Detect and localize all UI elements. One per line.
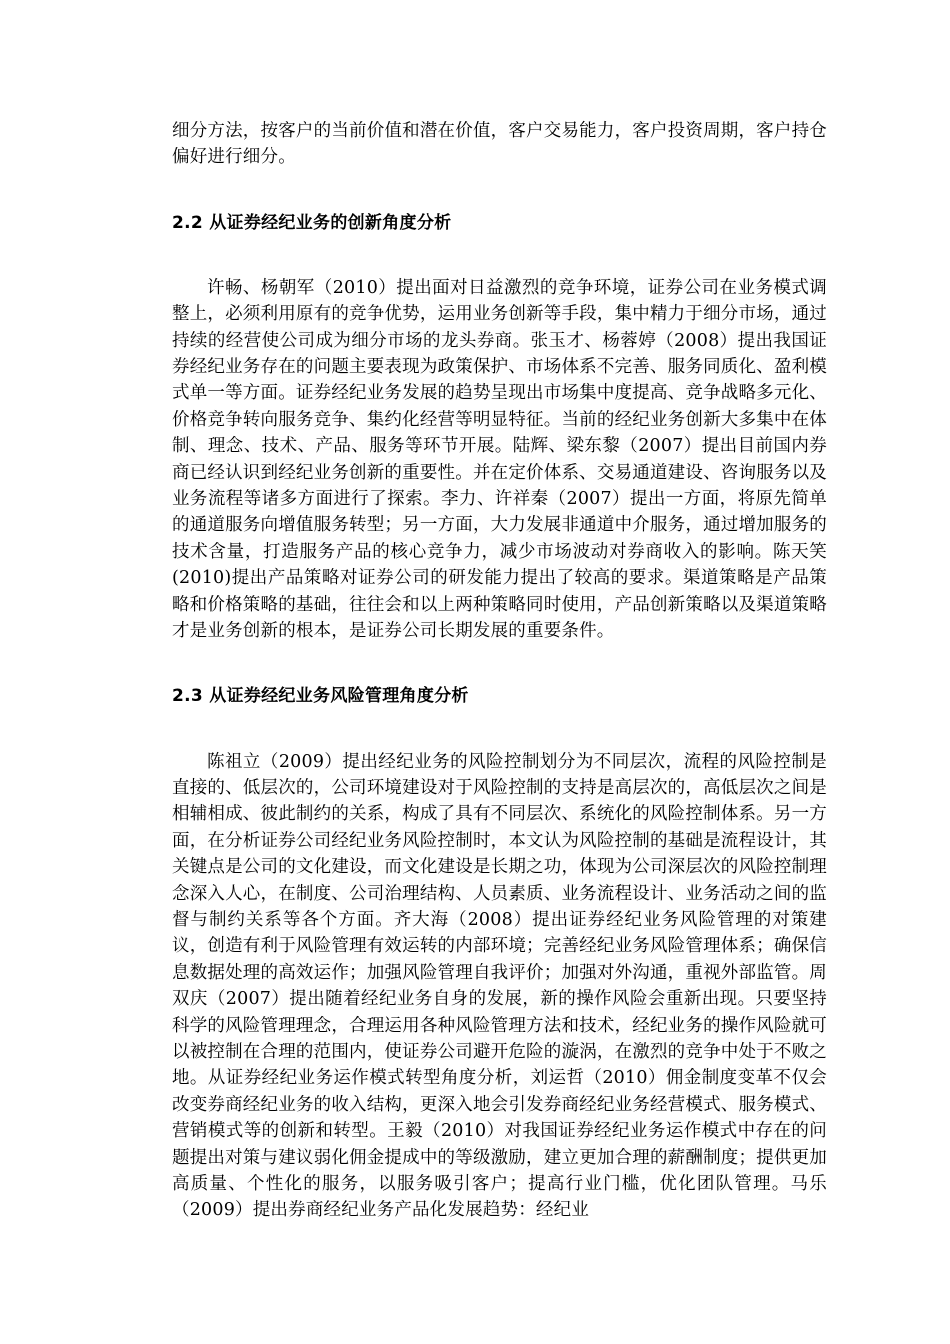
section-2-3-paragraph: 陈祖立（2009）提出经纪业务的风险控制划分为不同层次，流程的风险控制是直接的、低层次的，公司环境建设对于风险控制的支持是高层次的，高低层次之间是相辅相成、彼此制约的关系，构成了具有不同层次、系统化的风险控制体系。另一方面，在分析证券公司经纪业务风险控制时，本文认为风险控制的基础是流程设计，其关键点是公司的文化建设，而文化建设是长期之功，体现为公司深层次的风险控制理念深入人心，在制度、公司治理结构、人员素质、业务流程设计、业务活动之间的监督与制约关系等各个方面。齐大海（2008）提出证券经纪业务风险管理的对策建议，创造有利于风险管理有效运转的内部环境；完善经纪业务风险管理体系；确保信息数据处理的高效运作；加强风险管理自我评价；加强对外沟通，重视外部监管。周双庆（2007）提出随着经纪业务自身的发展，新的操作风险会重新出现。只要坚持科学的风险管理理念，合理运用各种风险管理方法和技术，经纪业务的操作风险就可以被控制在合理的范围内，使证券公司避开危险的漩涡，在激烈的竞争中处于不败之地。从证券经纪业务运作模式转型角度分析，刘运哲（2010）佣金制度变革不仅会改变券商经纪业务的收入结构，更深入地会引发券商经纪业务经营模式、服务模式、营销模式等的创新和转型。王毅（2010）对我国证券经纪业务运作模式中存在的问题提出对策与建议弱化佣金提成中的等级激励，建立更加合理的薪酬制度；提供更加高质量、个性化的服务，以服务吸引客户；提高行业门槛，优化团队管理。马乐（2009）提出券商经纪业务产品化发展趋势：经纪业 xyxy=(172,751,827,1221)
document-page xyxy=(172,118,827,1224)
section-2-2-heading: 2.2 从证券经纪业务的创新角度分析 xyxy=(172,212,452,233)
intro-paragraph: 细分方法，按客户的当前价值和潜在价值，客户交易能力，客户投资周期，客户持仓偏好进行细分。 xyxy=(172,121,827,168)
section-2-2-paragraph: 许畅、杨朝军（2010）提出面对日益激烈的竞争环境，证券公司在业务模式调整上，必须利用原有的竞争优势，运用业务创新等手段，集中精力于细分市场，通过持续的经营使公司成为细分市场的龙头券商。张玉才、杨蓉婷（2008）提出我国证券经纪业务存在的问题主要表现为政策保护、市场体系不完善、服务同质化、盈利模式单一等方面。证券经纪业务发展的趋势呈现出市场集中度提高、竞争战略多元化、价格竞争转向服务竞争、集约化经营等明显特征。当前的经纪业务创新大多集中在体制、理念、技术、产品、服务等环节开展。陆辉、梁东黎（2007）提出目前国内券商已经认识到经纪业务创新的重要性。并在定价体系、交易通道建设、咨询服务以及业务流程等诸多方面进行了探索。李力、许祥秦（2007）提出一方面，将原先简单的通道服务向增值服务转型；另一方面，大力发展非通道中介服务，通过增加服务的技术含量，打造服务产品的核心竞争力，减少市场波动对券商收入的影响。陈天笑(2010)提出产品策略对证券公司的研发能力提出了较高的要求。渠道策略是产品策略和价格策略的基础，往往会和以上两种策略同时使用，产品创新策略以及渠道策略才是业务创新的根本，是证券公司长期发展的重要条件。 xyxy=(172,277,827,642)
section-2-3-heading: 2.3 从证券经纪业务风险管理角度分析 xyxy=(172,685,469,706)
